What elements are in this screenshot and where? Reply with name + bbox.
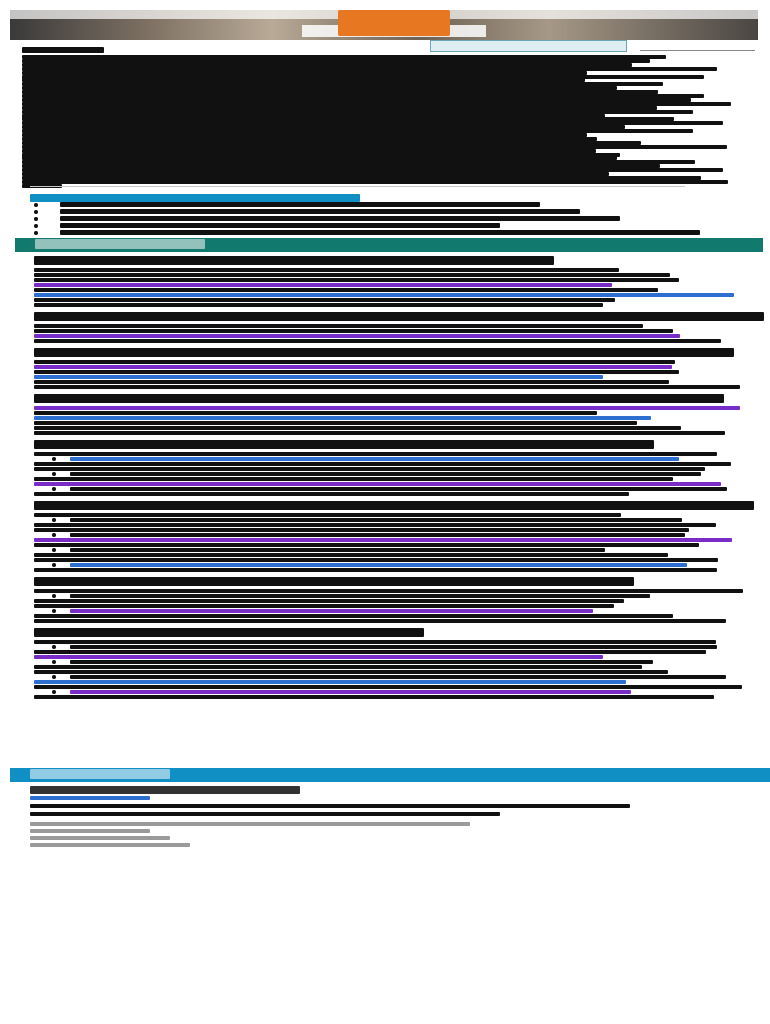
announcement-body-line (34, 543, 699, 547)
bullet-icon (34, 203, 38, 207)
announcement-body-line (70, 457, 679, 461)
announcement-body-line (34, 452, 717, 456)
bullet-icon (52, 690, 56, 694)
announcement-body-line (70, 548, 605, 552)
announcement-body-line (34, 426, 681, 430)
announcement-title (34, 577, 634, 586)
announcement-title (34, 394, 724, 403)
bullet-icon (52, 645, 56, 649)
highlights-heading (30, 194, 360, 202)
announcement-body-line (70, 472, 701, 476)
contact-heading (30, 786, 300, 794)
announcement-body-line (70, 660, 653, 664)
announcement-body-line (34, 553, 668, 557)
date-rule (640, 40, 755, 51)
announcement-title (34, 628, 424, 637)
section-band-announcements (15, 238, 763, 252)
contact-line (30, 812, 500, 816)
cte-logo (338, 10, 450, 36)
announcement-body-line (34, 680, 626, 684)
contact-line (30, 796, 150, 800)
section-band-title (30, 769, 170, 779)
announcement-body-line (70, 533, 685, 537)
announcement-body-line (34, 421, 637, 425)
footer-line (30, 836, 170, 840)
announcement-body-line (34, 695, 714, 699)
announcement-body-line (34, 619, 726, 623)
bullet-icon (52, 457, 56, 461)
announcement-body-line (34, 406, 740, 410)
announcement-body-line (70, 563, 687, 567)
announcement-body-line (34, 268, 619, 272)
bullet-icon (52, 518, 56, 522)
announcement-body-line (34, 380, 669, 384)
bullet-icon (52, 660, 56, 664)
announcement-body-line (70, 690, 631, 694)
highlight-item (60, 223, 500, 228)
announcement-title (34, 348, 734, 357)
footer-line (30, 822, 470, 826)
announcement-body-line (34, 273, 670, 277)
announcement-body-line (34, 477, 673, 481)
announcement-body-line (34, 329, 673, 333)
bullet-icon (52, 548, 56, 552)
announcement-body-line (34, 482, 721, 486)
announcement-body-line (34, 370, 679, 374)
announcement-body-line (34, 670, 668, 674)
body-text-line (22, 110, 693, 114)
announcement-body-line (70, 675, 726, 679)
bullet-icon (34, 210, 38, 214)
announcement-body-line (34, 288, 658, 292)
announcement-body-line (34, 513, 621, 517)
announcement-body-line (34, 589, 743, 593)
announcement-body-line (34, 303, 603, 307)
announcement-body-line (70, 645, 717, 649)
announcement-body-line (34, 283, 612, 287)
announcement-body-line (34, 324, 643, 328)
body-text-line (22, 180, 728, 184)
announcement-body-line (34, 614, 673, 618)
section-band-contact (10, 768, 770, 782)
announcement-body-line (34, 665, 642, 669)
announcement-body-line (34, 339, 721, 343)
bullet-icon (52, 563, 56, 567)
body-text-line (22, 149, 596, 153)
footer-line (30, 843, 190, 847)
announcement-body-line (34, 278, 679, 282)
announcement-body-line (34, 640, 716, 644)
announcement-title (34, 256, 554, 265)
announcement-body-line (34, 385, 740, 389)
announcement-body-line (34, 538, 732, 542)
announcement-body-line (34, 568, 717, 572)
announcement-body-line (34, 599, 624, 603)
bullet-icon (34, 231, 38, 235)
section-band-title (35, 239, 205, 249)
highlight-item (60, 230, 700, 235)
announcement-title (34, 501, 754, 510)
announcement-body-line (34, 604, 614, 608)
intro-greeting (22, 47, 104, 53)
footer-line (30, 829, 150, 833)
announcement-body-line (70, 609, 593, 613)
announcement-body-line (70, 518, 682, 522)
bullet-icon (52, 472, 56, 476)
announcement-title (34, 440, 654, 449)
bullet-icon (52, 594, 56, 598)
header-banner (10, 10, 758, 40)
issue-date-box (430, 40, 627, 52)
announcement-title (34, 312, 764, 321)
highlight-item (60, 216, 620, 221)
bullet-icon (52, 533, 56, 537)
highlight-item (60, 202, 540, 207)
announcement-body-line (34, 293, 734, 297)
announcement-body-line (70, 594, 650, 598)
body-text-line (22, 71, 587, 75)
bullet-icon (52, 675, 56, 679)
announcement-body-line (34, 462, 731, 466)
bullet-icon (52, 609, 56, 613)
announcement-body-line (34, 655, 603, 659)
bullet-icon (34, 217, 38, 221)
announcement-body-line (70, 487, 727, 491)
bullet-icon (34, 224, 38, 228)
announcement-body-line (34, 528, 689, 532)
announcement-body-line (34, 558, 718, 562)
announcement-body-line (34, 685, 742, 689)
announcement-body-line (34, 467, 705, 471)
divider (30, 186, 685, 187)
announcement-body-line (34, 411, 597, 415)
announcement-body-line (34, 523, 716, 527)
bullet-icon (52, 487, 56, 491)
announcement-body-line (34, 650, 706, 654)
announcement-body-line (34, 492, 629, 496)
contact-line (30, 804, 630, 808)
announcement-body-line (34, 298, 615, 302)
announcement-body-line (34, 334, 680, 338)
announcement-body-line (34, 416, 651, 420)
announcement-body-line (34, 360, 675, 364)
announcement-body-line (34, 375, 603, 379)
announcement-body-line (34, 431, 725, 435)
highlight-item (60, 209, 580, 214)
announcement-body-line (34, 365, 672, 369)
